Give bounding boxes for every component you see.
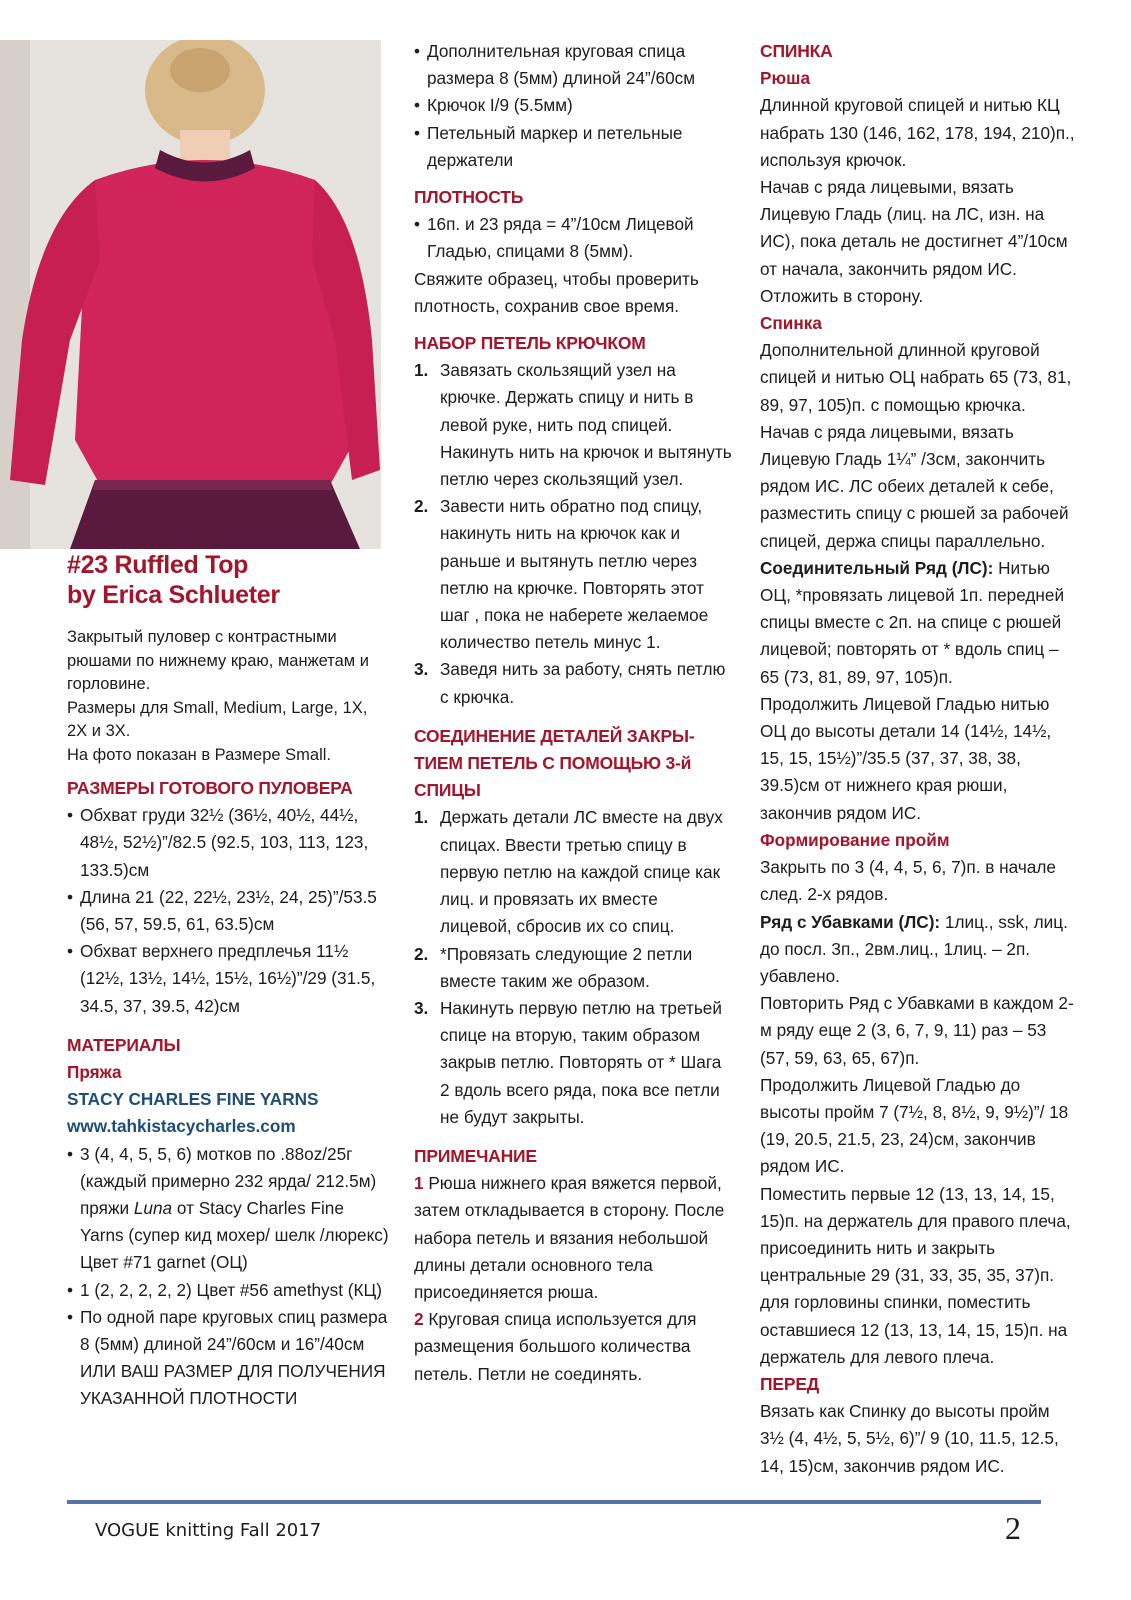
ruffle-p2: Начав с ряда лицевыми, вязать Лицевую Гладь (лиц. на ЛС, изн. на ИС), пока деталь не достигнет 4”/10см от начала, закончить рядом ИС. Отложить в сторону. <box>760 177 1068 306</box>
list-item: • Обхват груди 32½ (36½, 40½, 44½, 48½, 52½)”/82.5 (92.5, 103, 113, 123, 133.5)см <box>67 802 389 884</box>
garment-photo <box>0 40 381 549</box>
gauge-note: Свяжите образец, чтобы проверить плотность, сохранив свое время. <box>414 268 699 316</box>
back-subheading: Спинка <box>760 313 822 334</box>
armhole-p3: Продолжить Лицевой Гладью до высоты пройм 7 (7½, 8, 8½, 9, 9½)”/ 18 (19, 20.5, 21.5, 23, 24)см, закончив рядом ИС. <box>760 1074 1069 1177</box>
list-item: • По одной паре круговых спиц размера 8 (5мм) длиной 24”/60см и 16”/40см ИЛИ ВАШ РАЗМЕР ДЛЯ ПОЛУЧЕНИЯ УКАЗАННОЙ ПЛОТНОСТИ <box>67 1304 389 1413</box>
pattern-designer: by Erica Schlueter <box>67 581 280 609</box>
armhole-p4: Поместить первые 12 (13, 13, 14, 15, 15)п. на держатель для правого плеча, присоединить нить и закрыть центральные 29 (31, 33, 35, 35, 37)п. для горловины спинки, поместить оставшиеся 12 (13, 13, 14, 15, 15)п. на держатель для левого плеча. <box>760 1183 1071 1367</box>
list-item: 3. Заведя нить за работу, снять петлю с крючка. <box>414 659 726 707</box>
brand-url[interactable]: www.tahkistacycharles.com <box>67 1116 296 1137</box>
dec-row: Ряд с Убавками (ЛС): 1лиц., ssk, лиц. до посл. 3п., 2вм.лиц., 1лиц. – 2п. убавлено. <box>760 911 1068 986</box>
bindoff-heading: СОЕДИНЕНИЕ ДЕТАЛЕЙ ЗАКРЫ- ТИЕМ ПЕТЕЛЬ С ПОМОЩЬЮ 3-й СПИЦЫ <box>414 725 695 801</box>
list-item: 2. Завести нить обратно под спицу, накинуть нить на крючок как и раньше и вытянуть петлю через петлю на крючке. Повторять этот шаг , пока не наберете желаемое количество петель минус 1. <box>414 496 709 653</box>
yarn-label: Пряжа <box>67 1062 122 1083</box>
pattern-title: #23 Ruffled Top <box>67 551 249 579</box>
caston-heading: НАБОР ПЕТЕЛЬ КРЮЧКОМ <box>414 333 646 354</box>
notes-heading: ПРИМЕЧАНИЕ <box>414 1145 537 1166</box>
intro-shown: На фото показан в Размере Small. <box>67 745 331 764</box>
list-item: 1. Держать детали ЛС вместе на двух спицах. Ввести третью спицу в первую петлю на каждой спице как лиц. и провязать их вместе лицевой, сбросив их со спиц. <box>414 807 723 937</box>
armhole-heading: Формирование пройм <box>760 829 950 850</box>
footer-rule <box>67 1500 1041 1504</box>
front-p1: Вязать как Спинку до высоты пройм 3½ (4, 4½, 5, 5½, 6)”/ 9 (10, 11.5, 12.5, 14, 15)см, закончив рядом ИС. <box>760 1401 1059 1476</box>
list-item: • Обхват верхнего предплечья 11½ (12½, 13½, 14½, 15½, 16½)”/29 (31.5, 34.5, 37, 39.5, 42)см <box>67 938 389 1020</box>
armhole-p1: Закрыть по 3 (4, 4, 5, 6, 7)п. в начале след. 2-х рядов. <box>760 857 1056 905</box>
list-item: • 16п. и 23 ряда = 4”/10см Лицевой Гладью, спицами 8 (5мм). <box>414 211 732 265</box>
note-2: 2 Круговая спица используется для размещения большого количества петель. Петли не соединять. <box>414 1309 697 1384</box>
list-item: • 3 (4, 4, 5, 5, 6) мотков по .88oz/25г (каждый примерно 232 ярда/ 212.5м) пряжи Luna от Stacy Charles Fine Yarns (супер кид мохер/ шелк /люрекс) Цвет #71 garnet (ОЦ) <box>67 1141 389 1277</box>
list-item: • Крючок I/9 (5.5мм) <box>414 92 732 119</box>
gauge-heading: ПЛОТНОСТЬ <box>414 187 524 208</box>
front-heading: ПЕРЕД <box>760 1373 820 1394</box>
materials-list-cont <box>414 38 732 174</box>
note-1: 1 Рюша нижнего края вяжется первой, затем откладывается в сторону. После набора петель и вязания небольшой длины детали основного тела присоединяется рюша. <box>414 1173 725 1302</box>
materials-list <box>67 1141 389 1413</box>
ruffle-p1: Длинной круговой спицей и нитью КЦ набрать 130 (146, 162, 178, 194, 210)п., используя крючок. <box>760 95 1075 170</box>
finished-list <box>67 802 389 1020</box>
join-row: Соединительный Ряд (ЛС): Нитью ОЦ, *провязать лицевой 1п. передней спицы вместе с 2п. на спице с рюшей лицевой; повторять от * вдоль спиц – 65 (73, 81, 89, 97, 105)п. <box>760 557 1065 687</box>
list-item: 2. *Провязать следующие 2 петли вместе таким же образом. <box>414 943 693 991</box>
bindoff-steps <box>414 804 732 1130</box>
intro-description: Закрытый пуловер с контрастными рюшами по нижнему краю, манжетам и горловине. <box>67 628 369 693</box>
back-p2: Продолжить Лицевой Гладью нитью ОЦ до высоты детали 14 (14½, 14½, 15, 15, 15½)”/35.5 (37, 37, 38, 38, 39.5)см от нижнего края рюши, закончив рядом ИС. <box>760 693 1052 823</box>
finished-heading: РАЗМЕРЫ ГОТОВОГО ПУЛОВЕРА <box>67 778 353 798</box>
yarn-brand: STACY CHARLES FINE YARNS <box>67 1089 319 1110</box>
list-item: • Длина 21 (22, 22½, 23½, 24, 25)”/53.5 (56, 57, 59.5, 61, 63.5)см <box>67 884 389 938</box>
back-p1: Дополнительной длинной круговой спицей и нитью ОЦ набрать 65 (73, 81, 89, 97, 105)п. с помощью крючка. Начав с ряда лицевыми, вязать Лицевую Гладь 1¼” /3см, закончить рядом ИС. ЛС обеих деталей к себе, разместить спицу с рюшей за рабочей спицей, держа спицы параллельно. <box>760 340 1072 551</box>
ruffle-heading: Рюша <box>760 68 811 89</box>
list-item: • 1 (2, 2, 2, 2, 2) Цвет #56 amethyst (КЦ) <box>67 1277 389 1304</box>
armhole-p2: Повторить Ряд с Убавками в каждом 2-м ряду еще 2 (3, 6, 7, 9, 11) раз – 53 (57, 59, 63, 65, 67)п. <box>760 993 1074 1068</box>
footer-magazine: VOGUE knitting Fall 2017 <box>95 1520 322 1541</box>
caston-steps <box>414 357 732 711</box>
list-item: • Петельный маркер и петельные держатели <box>414 120 732 174</box>
materials-heading: МАТЕРИАЛЫ <box>67 1034 181 1055</box>
list-item: • Дополнительная круговая спица размера 8 (5мм) длиной 24”/60см <box>414 38 732 92</box>
list-item: 3. Накинуть первую петлю на третьей спице на вторую, таким образом закрыв петлю. Повторять от * Шага 2 вдоль всего ряда, пока все петли не будут закрыты. <box>414 997 722 1127</box>
list-item: 1. Завязать скользящий узел на крючке. Держать спицу и нить в левой руке, нить под спицей. Накинуть нить на крючок и вытянуть петлю через скользящий узел. <box>414 360 732 490</box>
back-heading: СПИНКА <box>760 41 833 61</box>
gauge-list <box>414 211 732 265</box>
model-illustration <box>0 40 381 549</box>
intro-sizes: Размеры для Small, Medium, Large, 1X, 2X и 3X. <box>67 698 368 740</box>
page-number: 2 <box>1005 1510 1021 1546</box>
